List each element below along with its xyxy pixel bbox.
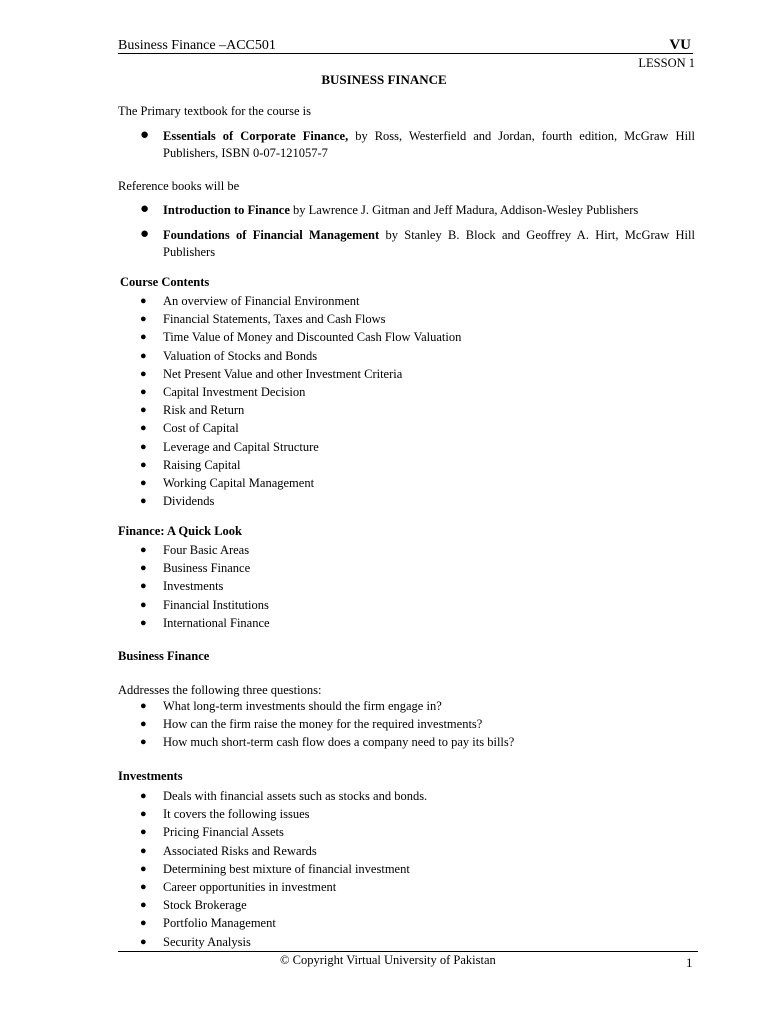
list-item: ● Valuation of Stocks and Bonds	[140, 347, 461, 365]
bullet-icon: ●	[140, 880, 147, 893]
list-item: ● Deals with financial assets such as stocks and bonds.	[140, 787, 427, 805]
bullet-icon: ●	[140, 422, 147, 435]
list-item: ● Stock Brokerage	[140, 896, 427, 914]
bullet-icon: ●	[140, 544, 147, 556]
list-item: ● International Finance	[140, 614, 270, 632]
list-item: ● How can the firm raise the money for the required investments?	[140, 715, 514, 733]
bullet-icon: ●	[140, 295, 147, 307]
list-item: ● Working Capital Management	[140, 474, 461, 492]
bullet-icon: ●	[140, 201, 150, 217]
list-item: ● Determining best mixture of financial investment	[140, 860, 427, 878]
page-title: BUSINESS FINANCE	[321, 72, 447, 87]
list-item: ● Dividends	[140, 492, 461, 510]
list-item: ● An overview of Financial Environment	[140, 292, 461, 310]
bullet-icon: ●	[140, 826, 147, 839]
primary-book-entry	[163, 128, 695, 162]
bullet-icon: ●	[140, 440, 147, 453]
list-item: ● Net Present Value and other Investment Criteria	[140, 365, 461, 383]
bullet-icon: ●	[140, 616, 147, 629]
list-item: ● How much short-term cash flow does a company need to pay its bills?	[140, 733, 514, 751]
reference-books-intro: Reference books will be	[118, 179, 240, 193]
header-vu-logo-text: VU	[669, 37, 691, 53]
list-item: ● Portfolio Management	[140, 914, 427, 932]
list-item: ● Associated Risks and Rewards	[140, 842, 427, 860]
list-item: ● Cost of Capital	[140, 419, 461, 437]
page-number: 1	[686, 955, 693, 970]
footer-rule	[118, 951, 698, 952]
course-contents-heading: Course Contents	[120, 275, 210, 289]
list-item: ● Four Basic Areas	[140, 541, 270, 559]
course-contents-list	[140, 292, 461, 510]
list-item: ● Career opportunities in investment	[140, 878, 427, 896]
bullet-icon: ●	[140, 127, 150, 143]
bullet-icon: ●	[140, 790, 147, 802]
list-item: ● Risk and Return	[140, 401, 461, 419]
bullet-icon: ●	[140, 844, 147, 857]
list-item: ● Financial Statements, Taxes and Cash Flows	[140, 310, 461, 328]
bullet-icon: ●	[140, 808, 147, 821]
reference-book-details: by Stanley B. Block and Geoffrey A. Hirt, McGraw Hill Publishers	[163, 228, 695, 259]
bullet-icon: ●	[140, 562, 147, 575]
reference-book-entry	[163, 227, 695, 261]
bullet-icon: ●	[140, 458, 147, 471]
bullet-icon: ●	[140, 598, 147, 611]
bullet-icon: ●	[140, 349, 147, 362]
investments-list	[140, 787, 427, 951]
bullet-icon: ●	[140, 331, 147, 344]
list-item: ● Capital Investment Decision	[140, 383, 461, 401]
bullet-icon: ●	[140, 935, 147, 948]
list-item: ● Financial Institutions	[140, 596, 270, 614]
bullet-icon: ●	[140, 226, 150, 242]
bullet-icon: ●	[140, 899, 147, 912]
primary-textbook-intro: The Primary textbook for the course is	[118, 104, 312, 118]
quick-look-list	[140, 541, 270, 632]
bullet-icon: ●	[140, 476, 147, 489]
list-item: ● Security Analysis	[140, 933, 427, 951]
bullet-icon: ●	[140, 862, 147, 875]
list-item: ● Time Value of Money and Discounted Cash Flow Valuation	[140, 328, 461, 346]
business-finance-list	[140, 697, 514, 752]
list-item: ● What long-term investments should the firm engage in?	[140, 697, 514, 715]
footer-copyright: © Copyright Virtual University of Pakistan	[280, 953, 496, 967]
business-finance-heading: Business Finance	[118, 649, 210, 663]
lesson-label: LESSON 1	[638, 56, 695, 70]
list-item: ● Pricing Financial Assets	[140, 823, 427, 841]
bullet-icon: ●	[140, 367, 147, 380]
bullet-icon: ●	[140, 718, 147, 731]
header-rule	[118, 53, 693, 54]
reference-book-title: Introduction to Finance	[163, 203, 290, 217]
investments-heading: Investments	[118, 769, 183, 783]
bullet-icon: ●	[140, 313, 147, 326]
bullet-icon: ●	[140, 700, 147, 712]
list-item: ● Leverage and Capital Structure	[140, 438, 461, 456]
primary-book-details: by Ross, Westerfield and Jordan, fourth edition, McGraw Hill Publishers, ISBN 0-07-121057-7	[163, 129, 695, 160]
header-course-title: Business Finance –ACC501	[118, 38, 276, 53]
list-item: ● Investments	[140, 577, 270, 595]
quick-look-heading: Finance: A Quick Look	[118, 524, 242, 538]
reference-book-entry	[163, 202, 695, 219]
bullet-icon: ●	[140, 385, 147, 398]
bullet-icon: ●	[140, 495, 147, 508]
list-item: ● It covers the following issues	[140, 805, 427, 823]
business-finance-intro: Addresses the following three questions:	[118, 683, 322, 697]
list-item: ● Raising Capital	[140, 456, 461, 474]
bullet-icon: ●	[140, 917, 147, 930]
reference-book-title: Foundations of Financial Management	[163, 228, 380, 242]
primary-book-title: Essentials of Corporate Finance,	[163, 129, 349, 143]
bullet-icon: ●	[140, 736, 147, 749]
bullet-icon: ●	[140, 580, 147, 593]
bullet-icon: ●	[140, 404, 147, 417]
reference-book-details: by Lawrence J. Gitman and Jeff Madura, Addison-Wesley Publishers	[289, 203, 639, 217]
list-item: ● Business Finance	[140, 559, 270, 577]
